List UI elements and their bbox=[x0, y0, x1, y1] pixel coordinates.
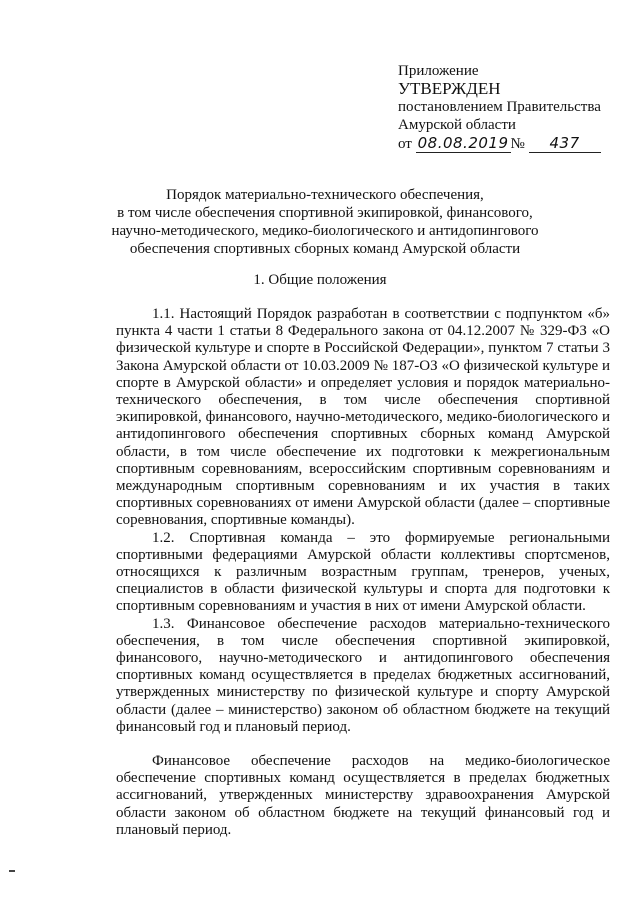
paragraph-1-3-cont: Финансовое обеспечение расходов на медико-биологическое обеспечение спортивных команд осуществляется в пределах бюджетных ассигнований, утвержденных министерству здравоохранения Амурской области законом об областном бюджете на текущий финансовый год и плановый период. bbox=[116, 753, 610, 838]
handwritten-date: 08.08.2019 bbox=[417, 134, 509, 152]
document-title bbox=[90, 186, 560, 258]
approval-block bbox=[398, 62, 601, 153]
paragraph-1-2: 1.2. Спортивная команда – это формируемые региональными спортивными федерациями Амурской области коллективы спортсменов, относящихся к различным возрастным группам, тренеров, ученых, специалистов в области физической культуры и спорта для подготовки к спортивным соревнованиям и участия в них от имени Амурской области. bbox=[116, 529, 610, 615]
title-line-3: научно-методического, медико-биологического и антидопингового bbox=[111, 223, 539, 239]
margin-mark bbox=[9, 870, 15, 872]
title-line-2: в том числе обеспечения спортивной экипировкой, финансового, bbox=[117, 205, 533, 221]
title-line-1: Порядок материально-технического обеспечения, bbox=[166, 187, 484, 203]
date-prefix: от bbox=[398, 136, 412, 152]
number-sign: № bbox=[510, 136, 525, 152]
paragraph-1-1: 1.1. Настоящий Порядок разработан в соответствии с подпунктом «б» пункта 4 части 1 статьи 8 Федерального закона от 04.12.2007 № 329-ФЗ «О физической культуре и спорте в Российской Федерации», пунктом 7 статьи 3 Закона Амурской области от 10.03.2009 № 187-ОЗ «О физической культуре и спорте в Амурской области» и определяет условия и порядок материально-технического обеспечения, в том числе обеспечения спортивной экипировкой, финансового, научно-методического, медико-биологического и антидопингового обеспечения спортивных сборных команд Амурской области, в том числе обеспечение их подготовки к межрегиональным спортивным соревнованиям, всероссийским спортивным соревнованиям и международным спортивным соревнованиям и их участия в таких спортивных соревнованиях от имени Амурской области (далее – спортивные соревнования, спортивные команды). bbox=[116, 306, 610, 529]
handwritten-number: 437 bbox=[529, 134, 601, 153]
approval-date-number-line bbox=[398, 134, 601, 153]
body-text bbox=[116, 306, 610, 839]
title-line-4: обеспечения спортивных сборных команд Амурской области bbox=[129, 241, 521, 257]
section-heading: 1. Общие положения bbox=[253, 272, 387, 288]
approved-by-region: Амурской области bbox=[398, 117, 516, 133]
paragraph-1-3: 1.3. Финансовое обеспечение расходов материально-технического обеспечения, в том числе обеспечения спортивной экипировкой, финансового, научно-методического и антидопингового обеспечения спортивных команд осуществляется в пределах бюджетных ассигнований, утвержденных министерству по физической культуре и спорту Амурской области (далее – министерство) законом об областном бюджете на текущий финансовый год и плановый период. bbox=[116, 615, 610, 735]
approved-label: УТВЕРЖДЕН bbox=[398, 79, 501, 98]
approved-by-line: постановлением Правительства bbox=[398, 99, 601, 115]
appendix-label: Приложение bbox=[398, 63, 479, 79]
